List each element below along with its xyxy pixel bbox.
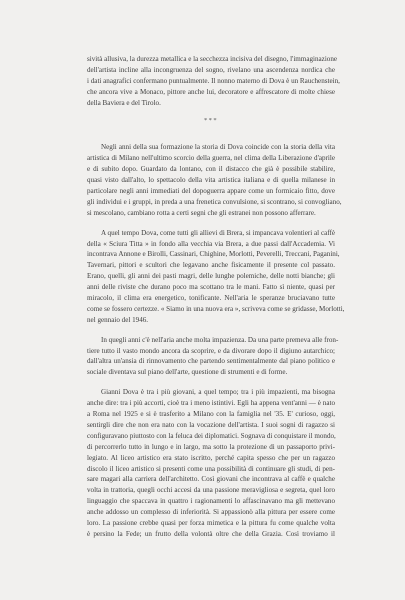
text-line: linguaggio che spaccava in quattro i ragionamenti lo affascinavano ma gli mettevano [87,497,335,506]
text-line: sività allusiva, la durezza metallica e la secchezza incisiva del disegno, l'immaginazione [87,55,338,63]
text-line: quasi visto dall'alto, lo spettacolo della vita artistica italiana e di quella milanese in [87,176,335,185]
text-line: i dati anagrafici confermano puntualmente. Il nonno materno di Dova è un Rauchenstein, [87,76,340,85]
text-line: discolo il liceo artistico si presenti come una possibilità di continuare gli studi, di pen- [87,464,335,473]
paragraph [87,54,340,108]
text-line: In quegli anni c'è nell'aria anche molta impazienza. Da una parte premeva alle fron- [101,335,339,344]
text-line: a Roma nel 1925 e si è trasferito a Milano con la famiglia nel '35. E' curioso, oggi, [87,410,335,419]
text-line: si mescolano, cambiano rotta a certi segni che gli estranei non possono afferrare. [87,208,316,217]
text-line: è persino la Fede; un frutto della volontà oltre che della Grazia. Così troviamo il [87,529,335,538]
paragraph-gap [87,378,335,387]
text-line: della Baviera e del Tirolo. [87,98,161,107]
paragraph [87,142,342,218]
text-line: e di subito dopo. Guardato da lontano, con il distacco che già è possibile stabilire, [87,165,335,174]
text-line: sociale diventava sul piano dell'arte, questione di strumenti e di forme. [87,368,288,377]
text-line: incontrava Annone e Birolli, Cassinari, Chighine, Morlotti, Peverelli, Treccani, Paganini, [87,250,340,259]
text-line: dall'altra un'ansia di rinnovamento che partendo sentimentalmente dal piano politico e [87,357,335,366]
text-line: A quel tempo Dova, come tutti gli allievi di Brera, si impancava volentieri al caffè [101,228,335,237]
text-line: che ancora vive a Monaco, pittore anche lui, decoratore e affrescatore di molte chiese [87,87,335,96]
text-line: tiere tutto il vasto mondo ancora da scoprire, e da divorare dopo il digiuno autarchico; [87,346,335,355]
text-line: volta in trattoria, quegli occhi accesi da una passione meravigliosa e segreta, quel loro [87,486,335,495]
text-line: Negli anni della sua formazione la storia di Dova coincide con la storia della vita [101,143,335,152]
text-line: nel gennaio del 1946. [87,315,149,324]
text-line: legiato. Al liceo artistico era stato iscritto, perché capita spesso che per un ragazzo [87,453,335,462]
text-line: gli individui e i gruppi, in preda a una frenetica convulsione, si scontrano, si convogliano, [87,197,342,206]
text-line: dell'artista incline alla incongruenza del sogno, rivelano una ascendenza nordica che [87,65,335,74]
paragraph [87,387,335,539]
paragraph [87,228,345,326]
text-column [87,54,345,540]
text-line: anche addosso un complesso di inferiorità. Si appassionò alla pittura per essere come [87,508,335,517]
text-line: Gianni Dova è tra i più giovani, a quel tempo; tra i più impazienti, ma bisogna [101,388,335,397]
text-line: come se fossero certezze. « Siamo in una nuova era », scriveva come se gridasse, Morlotti, [87,304,345,313]
text-line: Erano, quelli, gli anni dei pasti magri, delle lunghe polemiche, delle notti bianche; gli [87,272,335,281]
text-line: sentirgli dire che non era nato con la vocazione dell'artista. I suoi sogni di ragazzo si [87,420,335,429]
paragraph [87,335,339,379]
text-line: configuravano piuttosto con la feluca dei diplomatici. Sognava di conquistare il mondo, [87,431,336,440]
section-separator: *** [204,117,218,125]
text-line: particolare negli anni immediati del dopoguerra appare come un formicaio fitto, dove [87,187,335,196]
text-line: della « Sciura Titta » in fondo alla vecchia via Brera, a due passi dall'Accademia. Vi [87,239,335,248]
text-line: anche dire: tra i più accorti, cioè tra i meno istintivi. Egli ha appena vent'anni — è nato [87,399,335,408]
paragraph-gap [87,326,335,335]
text-line: anni delle riviste che durano poco ma scottano tra le mani. Fatto sì niente, quasi per [87,283,335,292]
text-line: miracolo, il clima era energetico, tonificante. Nell'aria le speranze bruciavano tutte [87,294,335,303]
text-line: artistica di Milano nell'ultimo scorcio della guerra, nel clima della Liberazione d'aprile [87,154,335,163]
paragraph-gap [87,219,335,228]
text-line: Tavernari, pittori e scultori che legavano anche fisicamente il presente col passato. [87,261,335,270]
text-line: loro. La passione crebbe quasi per forza mimetica e la pittura fu come qualche volta [87,518,335,527]
text-line: di percorrerlo tutto in lungo e in largo, ma sotto la protezione di un passaporto privi- [87,442,335,451]
text-line: sare magari alla carriera dell'architetto. Così giovani che incontrava al caffè e qualche [87,475,335,484]
